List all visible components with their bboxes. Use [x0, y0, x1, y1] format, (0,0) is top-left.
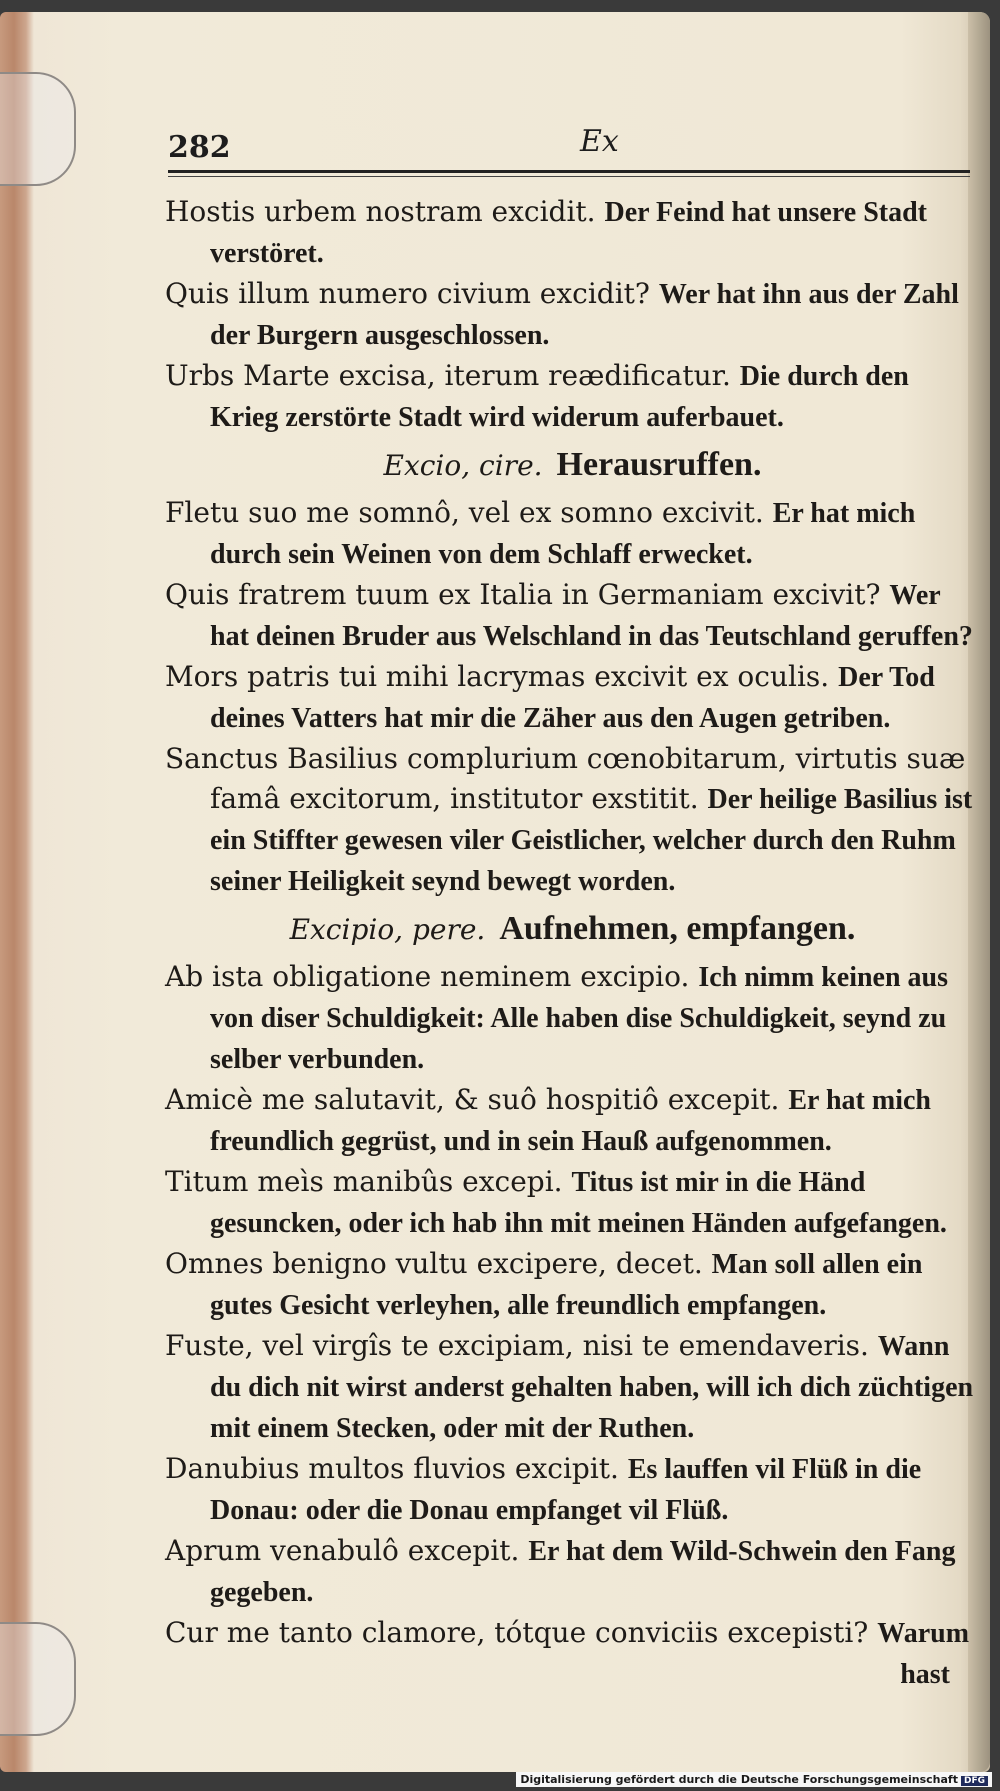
header-rule-thin — [168, 176, 970, 177]
entry: Mors patris tui mihi lacrymas excivit ex oculis. Der Tod deines Vatters hat mir die Zäher aus den Augen getriben. — [165, 660, 935, 734]
headword: Excio, cire. Herausruffen. — [383, 446, 762, 483]
entry: Urbs Marte excisa, iterum reædificatur. Die durch den Krieg zerstörte Stadt wird widerum auferbauet. — [165, 359, 909, 433]
entry: Omnes benigno vultu excipere, decet. Man soll allen ein gutes Gesicht verleyhen, alle freundlich empfangen. — [165, 1247, 923, 1321]
footer-text: Digitalisierung gefördert durch die Deutsche Forschungsgemeinschaft — [520, 1773, 958, 1786]
dictionary-text — [165, 192, 980, 1695]
page-number: 282 — [168, 130, 231, 165]
entry: Sanctus Basilius complurium cœnobitarum, virtutis suæ famâ excitorum, institutor exstitit. Der heilige Basilius ist ein Stiffter gewesen viler Geistlicher, welcher durch den Ruhm seiner Heiligkeit seynd bewegt worden. — [165, 742, 973, 897]
dfg-logo: DFG — [961, 1776, 988, 1786]
entry: Fuste, vel virgîs te excipiam, nisi te emendaveris. Wann du dich nit wirst anderst gehalten haben, will ich dich züchtigen mit einem Stecken, oder mit der Ruthen. — [165, 1329, 974, 1444]
entry: Aprum venabulô excepit. Er hat dem Wild-Schwein den Fang gegeben. — [165, 1534, 956, 1608]
headword: Excipio, pere. Aufnehmen, empfangen. — [289, 910, 856, 947]
running-head: Ex — [580, 124, 619, 159]
footer-credit — [516, 1772, 992, 1787]
entry: Quis illum numero civium excidit? Wer hat ihn aus der Zahl der Burgern ausgeschlossen. — [165, 277, 959, 351]
book-page — [0, 12, 990, 1772]
entry: Danubius multos fluvios excipit. Es lauffen vil Flüß in die Donau: oder die Donau empfanget vil Flüß. — [165, 1452, 922, 1526]
entry: Cur me tanto clamore, tótque conviciis excepisti? Warum — [165, 1616, 970, 1649]
entry: Fletu suo me somnô, vel ex somno excivit. Er hat mich durch sein Weinen von dem Schlaff erwecket. — [165, 496, 916, 570]
entry: Amicè me salutavit, & suô hospitiô excepit. Er hat mich freundlich gegrüst, und in sein Hauß aufgenommen. — [165, 1083, 931, 1157]
header-rule — [168, 170, 970, 173]
entry: Hostis urbem nostram excidit. Der Feind hat unsere Stadt verstöret. — [165, 195, 928, 269]
entry: Titum meìs manibûs excepi. Titus ist mir in die Händ gesuncken, oder ich hab ihn mit meinen Händen aufgefangen. — [165, 1165, 947, 1239]
entry: Quis fratrem tuum ex Italia in Germaniam excivit? Wer hat deinen Bruder aus Welschland in das Teutschland geruffen? — [165, 578, 973, 652]
page-clip-bottom — [0, 1622, 76, 1736]
entry: Ab ista obligatione neminem excipio. Ich nimm keinen aus von diser Schuldigkeit: Alle haben dise Schuldigkeit, seynd zu selber verbunden. — [165, 960, 949, 1075]
catchword: hast — [900, 1659, 950, 1690]
page-clip-top — [0, 72, 76, 186]
